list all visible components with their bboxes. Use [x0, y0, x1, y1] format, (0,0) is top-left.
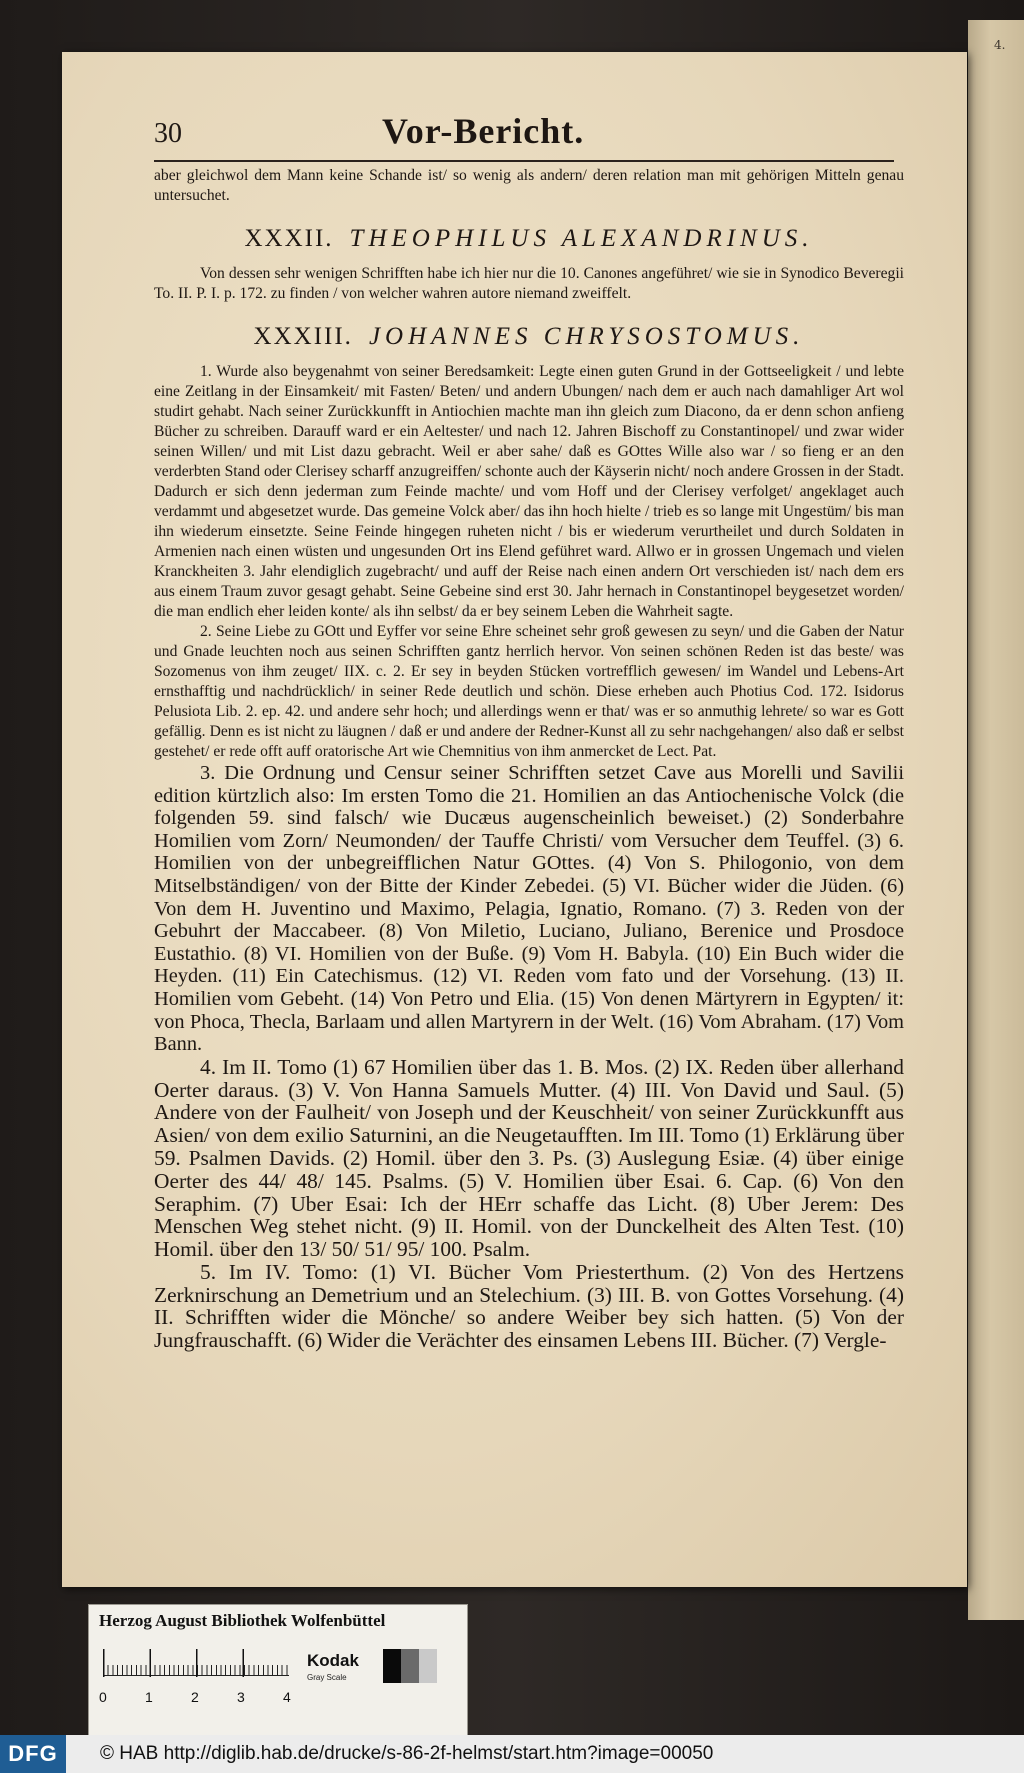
- next-page-mark: 4.: [994, 38, 1006, 52]
- gray-swatch-dark: [383, 1649, 401, 1683]
- intro-paragraph: aber gleichwol dem Mann keine Schande ist/ so wenig als andern/ deren relation man mit gehörigen Mitteln genau untersuchet.: [154, 167, 904, 204]
- document-page: [62, 52, 967, 1587]
- section-heading-33: [154, 320, 904, 354]
- ruler-major-ticks: [103, 1649, 289, 1677]
- running-head: Vor-Bericht.: [382, 111, 585, 151]
- ruler-label: 1: [145, 1689, 153, 1705]
- header-rule: [154, 160, 894, 162]
- ruler-label: 3: [237, 1689, 245, 1705]
- section-heading-32: [154, 222, 904, 256]
- gray-swatch-light: [419, 1649, 437, 1683]
- paragraph-theophilus: Von dessen sehr wenigen Schrifften habe ich hier nur die 10. Canones angeführet/ wie sie in Synodico Beveregii To. II. P. I. p. 172. zu finden / von welcher wahren autore niemand zweiffelt.: [154, 265, 904, 302]
- kodak-brand: Kodak: [307, 1651, 359, 1670]
- paragraph-1: 1. Wurde also beygenahmt von seiner Beredsamkeit: Legte einen guten Grund in der Gottseeligkeit / und lebte eine Zeitlang in der Einsamkeit/ mit Fasten/ Beten/ und andern Ubungen/ nach dem er auch nach damahliger Art wol studirt gehabt. Nach seiner Zurückkunfft in Antiochien machte man ihn gleich zum Diacono, da er denn schon anfieng Bücher zu schreiben. Darauff ward er ein Aeltester/ und nach 12. Jahren Bischoff zu Constantinopel/ und zwar wider seinen Willen/ und mit List dazu gebracht. Weil er aber sahe/ daß es GOttes Wille also war / so fieng er an den verderbten Stand oder Clerisey scharff anzugreiffen/ schonte auch der Käyserin nicht/ noch andere Grossen in der Stadt. Dadurch er sich denn jederman zum Feinde machte/ und vom Hoff und der Clerisey verfolget/ angeklaget auch verdammt und abgesetzet wurde. Das gemeine Volck aber/ das ihn hoch hielte / trieb es so lange mit Ungestüm/ bis man ihn wiederum einsetzte. Seine Feinde hingegen ruheten nicht / bis er wiederum verurtheilet und durch Soldaten in Armenien nach einen wüsten und ungesunden Ort ins Elend geführet ward. Allwo er in grossen Ungemach und vielen Kranckheiten 3. Jahr elendiglich zugebracht/ und auff der Reise nach einen andern Ort verschieden ist/ nach dem ers aus einem Traum zuvor gesagt gehabt. Seine Gebeine sind erst 30. Jahr hernach in Constantinopel beygesetzet worden/ die man endlich eher leiden konte/ als ihn selbst/ da er bey seinem Leben die Wahrheit sagte.: [154, 363, 904, 620]
- library-name: Herzog August Bibliothek Wolfenbüttel: [99, 1611, 386, 1630]
- heading-name: JOHANNES CHRYSOSTOMUS.: [368, 323, 805, 350]
- body-text: [154, 166, 904, 1352]
- gray-swatch-mid: [401, 1649, 419, 1683]
- paragraph-3: 3. Die Ordnung und Censur seiner Schrifften setzet Cave aus Morelli und Savilii edition kürtzlich also: Im ersten Tomo die 21. Homilien an das Antiochenische Volck (die folgenden 59. sind falsch/ wie Ducæus augenscheinlich beweiset.) (2) Sonderbahre Homilien vom Zorn/ Neumonden/ der Tauffe Christi/ vom Versucher dem Teuffel. (3) 6. Homilien von der unbegreifflichen Natur GOttes. (4) Von S. Philogonio, von dem Mitselbständigen/ von der Bitte der Kinder Zebedei. (5) VI. Bücher wider die Jüden. (6) Von dem H. Juventino und Maximo, Pelagia, Ignatio, Romano. (7) 3. Reden von der Gebuhrt der Maccabeer. (8) Von Miletio, Luciano, Juliano, Berenice und Prosdoce Eustathio. (8) VI. Homilien von der Buße. (9) Vom H. Babyla. (10) Ein Buch wider die Heyden. (11) Ein Catechismus. (12) VI. Reden vom fato und der Vorsehung. (13) II. Homilien vom Gebeht. (14) Von Petro und Elia. (15) Von denen Märtyrern in Egypten/ it: von Phoca, Thecla, Barlaam und allen Martyrern in der Welt. (16) Vom Abraham. (17) Vom Bann.: [154, 762, 904, 1056]
- gray-scale-label: Gray Scale: [307, 1673, 347, 1682]
- paragraph-2: 2. Seine Liebe zu GOtt und Eyffer vor seine Ehre scheinet sehr groß gewesen zu seyn/ und die Gaben der Natur und Gnade leuchten noch aus seinen Schrifften gantz herrlich hervor. Von seinen schönen Reden ist das beste/ was Sozomenus von ihm zeuget/ IIX. c. 2. Er sey in beyden Stücken vortrefflich gewesen/ im Wandel und Lebens-Art ernsthafftig und nachdrücklich/ in seiner Rede deutlich und schön. Diese erheben auch Photius Cod. 172. Isidorus Pelusiota Lib. 2. ep. 42. und andere sehr hoch; und allerdings wenn er that/ was er so anmuthig lehrete/ so war es Gott gefällig. Denn es ist nicht zu läugnen / daß er und andere der Redner-Kunst all zu sehr nachgehangen/ also daß er selbst gestehet/ er rede offt auff oratorische Art wie Chemnitius von ihm anmercket de Lect. Pat.: [154, 623, 904, 760]
- next-page-edge: [968, 20, 1024, 1620]
- ruler-label: 2: [191, 1689, 199, 1705]
- copyright-url: © HAB http://diglib.hab.de/drucke/s-86-2f-helmst/start.htm?image=00050: [100, 1743, 714, 1764]
- footer-bar: [0, 1735, 1024, 1773]
- paragraph-5: 5. Im IV. Tomo: (1) VI. Bücher Vom Priesterthum. (2) Von des Hertzens Zerknirschung an Demetrium und an Stelechium. (3) III. B. von Gottes Vorsehung. (4) II. Schrifften wider die Mönche/ so andere Weiber bey sich hatten. (5) Von der Jungfrauschafft. (6) Wider die Verächter des einsamen Lebens III. Bücher. (7) Vergle-: [154, 1259, 904, 1353]
- heading-numeral: XXXIII.: [253, 323, 353, 350]
- ruler-label: 4: [283, 1689, 291, 1705]
- color-reference-card: [88, 1604, 468, 1736]
- ruler-label: 0: [99, 1689, 107, 1705]
- page-number: 30: [154, 118, 182, 149]
- heading-name: THEOPHILUS ALEXANDRINUS.: [349, 225, 814, 252]
- paragraph-4: 4. Im II. Tomo (1) 67 Homilien über das 1. B. Mos. (2) IX. Reden über allerhand Oerter daraus. (3) V. Von Hanna Samuels Mutter. (4) III. Von David und Saul. (5) Andere von der Faulheit/ von Joseph und der Keuschheit/ von seiner Zurückkunfft aus Asien/ von dem exilio Saturnini, an die Neugetaufften. Im III. Tomo (1) Erklärung über 59. Psalmen Davids. (2) Homil. über den 3. Ps. (3) Auslegung Esiæ. (4) über einige Oerter des 44/ 48/ 145. Psalms. (5) V. Homilien über Esai. 6. Cap. (6) Von den Seraphim. (7) Uber Esai: Ich der HErr schaffe das Licht. (8) Uber Jerem: Des Menschen Weg stehet nicht. (9) II. Homil. von der Dunckelheit des Alten Test. (10) Homil. über den 13/ 50/ 51/ 95/ 100. Psalm.: [154, 1054, 904, 1262]
- dfg-logo: DFG: [0, 1735, 66, 1773]
- heading-numeral: XXXII.: [244, 225, 334, 252]
